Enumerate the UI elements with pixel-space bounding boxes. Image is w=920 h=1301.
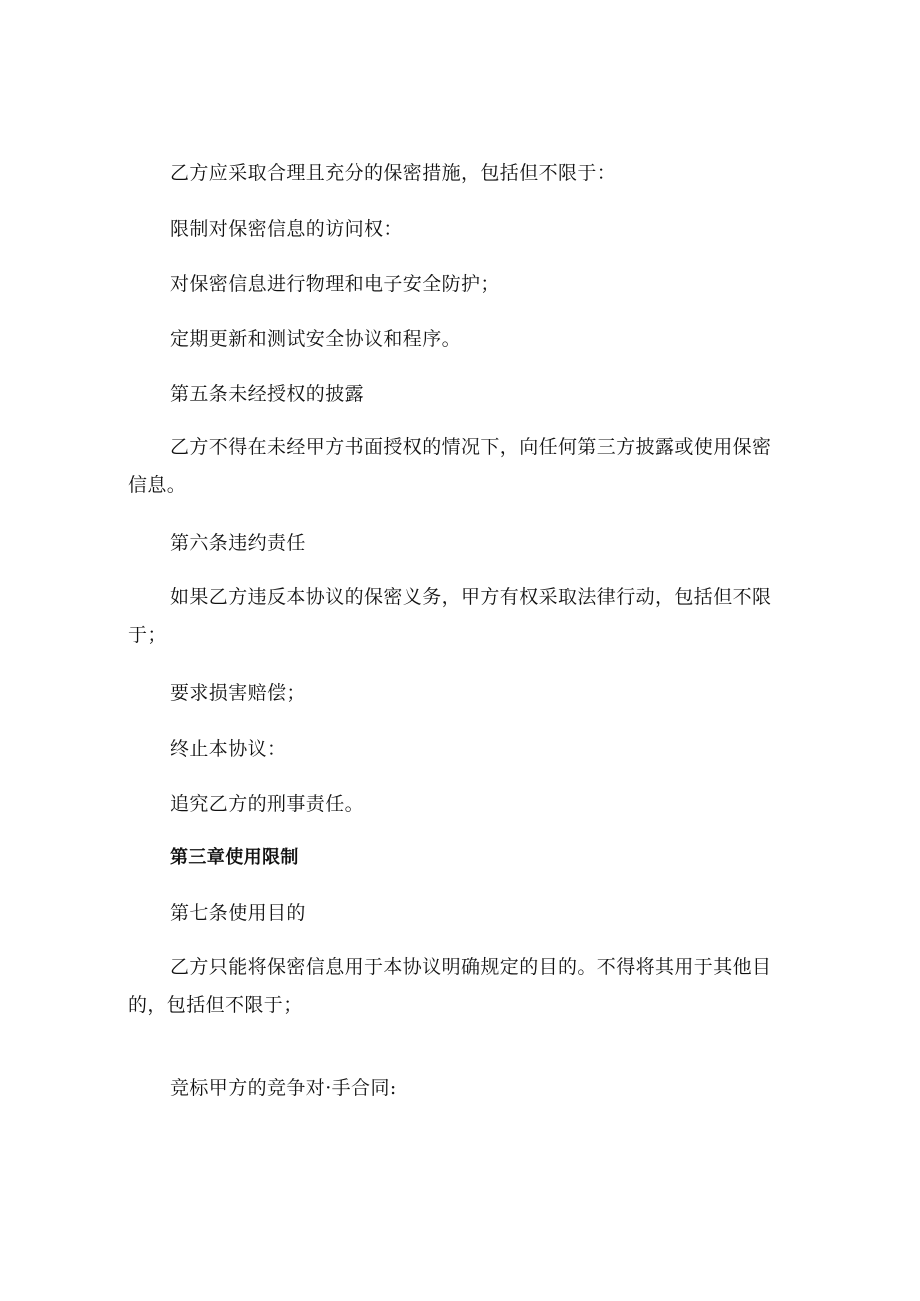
paragraph-breach-liability: 如果乙方违反本协议的保密义务，甲方有权采取法律行动，包括但不限于； <box>128 586 772 646</box>
paragraph-usage-purpose: 乙方只能将保密信息用于本协议明确规定的目的。不得将其用于其他目的，包括但不限于； <box>128 956 772 1016</box>
article-seven-heading: 第七条使用目的 <box>170 902 306 924</box>
paragraph-update-protocols: 定期更新和测试安全协议和程序。 <box>170 328 462 350</box>
paragraph-security-measures: 乙方应采取合理且充分的保密措施，包括但不限于： <box>170 162 617 184</box>
paragraph-physical-electronic-protection: 对保密信息进行物理和电子安全防护； <box>170 273 500 295</box>
paragraph-unauthorized-disclosure: 乙方不得在未经甲方书面授权的情况下，向任何第三方披露或使用保密信息。 <box>128 436 772 496</box>
article-five-heading: 第五条未经授权的披露 <box>170 383 365 405</box>
article-six-heading: 第六条违约责任 <box>170 532 306 554</box>
chapter-three-heading: 第三章使用限制 <box>170 847 299 868</box>
paragraph-terminate-agreement: 终止本协议： <box>170 738 287 760</box>
paragraph-competitor-contracts: 竞标甲方的竞争对·手合同: <box>170 1077 397 1099</box>
paragraph-access-restriction: 限制对保密信息的访问权： <box>170 218 403 240</box>
paragraph-damages: 要求损害赔偿； <box>170 682 306 704</box>
paragraph-criminal-liability: 追究乙方的刑事责任。 <box>170 793 365 815</box>
